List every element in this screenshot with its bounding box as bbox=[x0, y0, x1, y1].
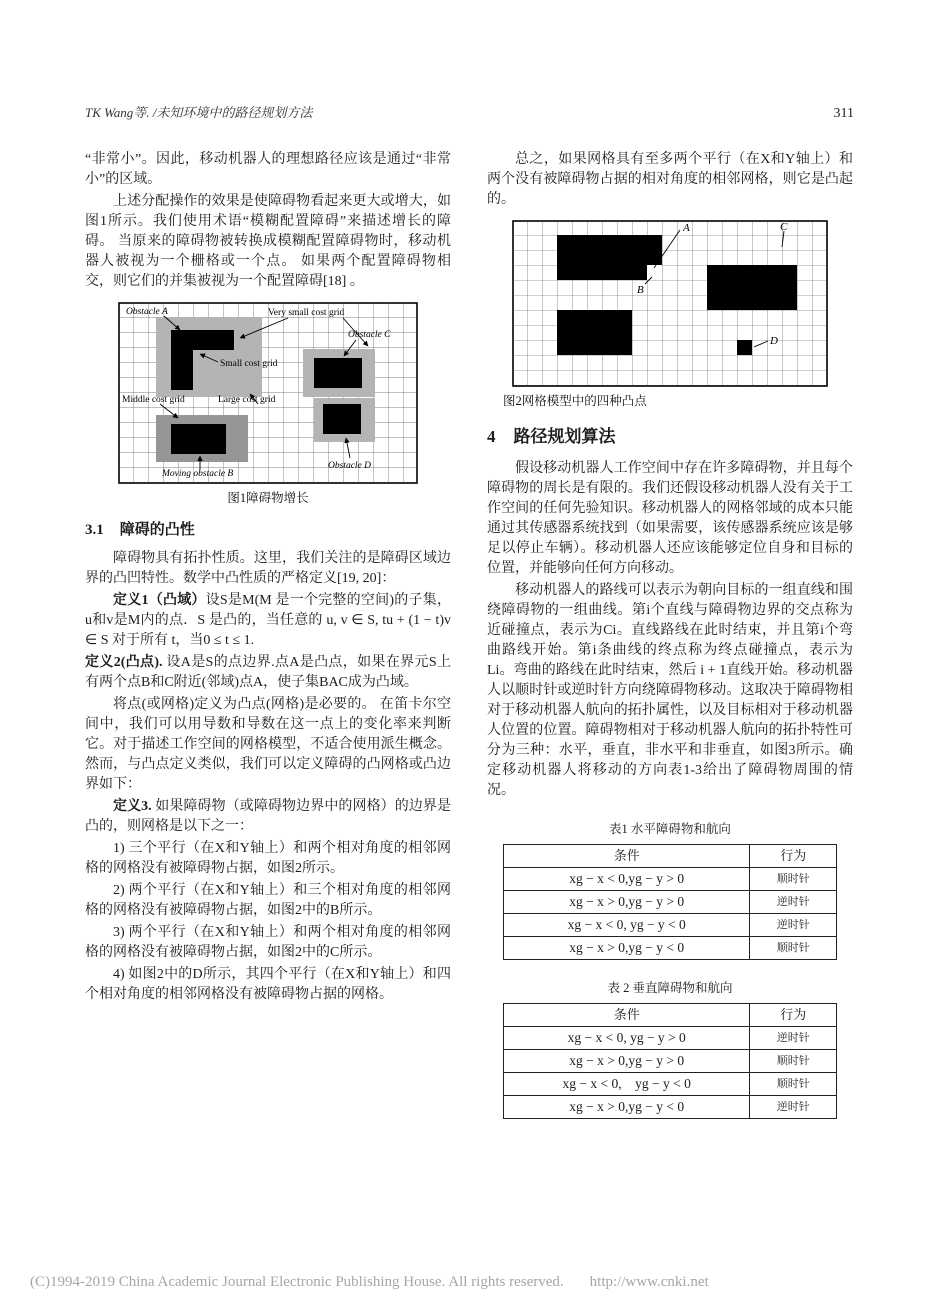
condition-cell: xg − x > 0,yg − y < 0 bbox=[504, 1096, 750, 1119]
definition-2-lead: 定义2(凸点). bbox=[85, 655, 163, 670]
page-header bbox=[85, 102, 854, 122]
figure2-obstacle-d bbox=[737, 340, 752, 355]
table-2 bbox=[503, 1003, 837, 1119]
table-row bbox=[504, 914, 837, 937]
figure2-obstacle-3 bbox=[557, 310, 632, 355]
table-row bbox=[504, 1050, 837, 1073]
behavior-cell: 逆时针 bbox=[750, 891, 837, 914]
behavior-cell: 顺时针 bbox=[750, 1050, 837, 1073]
definition-3 bbox=[85, 797, 451, 837]
condition-cell: xg − x < 0, yg − y > 0 bbox=[504, 1027, 750, 1050]
figure1-caption: 图1障碍物增长 bbox=[227, 491, 309, 505]
definition-1 bbox=[85, 591, 451, 651]
behavior-cell: 顺时针 bbox=[750, 937, 837, 960]
figure2-label-c: C bbox=[780, 221, 788, 233]
list-item-4: 4) 如图2中的D所示，其四个平行（在X和Y轴上）和四个相对角度的相邻网格没有被障碍物占据的网格。 bbox=[85, 967, 451, 1002]
table-1-header-row bbox=[504, 845, 837, 868]
figure2-obstacle-1 bbox=[557, 235, 662, 280]
table-2-title: 表 2 垂直障碍物和航向 bbox=[607, 981, 733, 995]
table-row bbox=[504, 891, 837, 914]
table-1 bbox=[503, 844, 837, 960]
figure1-label-obstacle-a: Obstacle A bbox=[126, 307, 168, 317]
figure2-graphic bbox=[512, 220, 828, 387]
figure2-label-a: A bbox=[683, 222, 690, 234]
figure2-label-d: D bbox=[770, 335, 778, 347]
table-2-header-condition: 条件 bbox=[504, 1004, 750, 1027]
table-1-header-condition: 条件 bbox=[504, 845, 750, 868]
figure2-label-b: B bbox=[637, 284, 644, 296]
two-column-body bbox=[85, 150, 854, 1129]
behavior-cell: 逆时针 bbox=[750, 1096, 837, 1119]
paragraph-grow: 上述分配操作的效果是使障碍物看起来更大或增大，如图1所示。我们使用术语“模糊配置障碍”来描述增长的障碍。 当原来的障碍物被转换成模糊配置障碍物时，移动机器人被视为一个栅格或一个点。 如果两个配置障碍物相交，则它们的并集被视为一个配置障碍[18] 。 bbox=[85, 194, 451, 289]
table-1-title: 表1 水平障碍物和航向 bbox=[609, 822, 731, 836]
definition-3-lead: 定义3. bbox=[113, 799, 152, 814]
footer-url: http://www.cnki.net bbox=[589, 1274, 709, 1290]
condition-cell: xg − x > 0,yg − y > 0 bbox=[504, 891, 750, 914]
figure1-label-very-small-cost-grid: Very small cost grid bbox=[268, 308, 345, 318]
behavior-cell: 顺时针 bbox=[750, 1073, 837, 1096]
condition-cell: xg − x < 0,yg − y > 0 bbox=[504, 868, 750, 891]
figure-1 bbox=[85, 302, 451, 508]
table-row bbox=[504, 937, 837, 960]
section-3-1-title: 障碍的凸性 bbox=[119, 522, 195, 538]
definition-3-text: 如果障碍物（或障碍物边界中的网格）的边界是凸的，则网格是以下之一： bbox=[85, 799, 452, 834]
condition-cell: xg − x > 0,yg − y < 0 bbox=[504, 937, 750, 960]
paragraph-topology: 障碍物具有拓扑性质。这里，我们关注的是障碍区域边界的凸凹特性。数学中凸性质的严格定义[19, 20]： bbox=[85, 551, 451, 586]
definition-2-text: 设A是S的点边界.点A是凸点，如果在界元S上有两个点B和C附近(邻域)点A，使子集BAC成为凸域。 bbox=[85, 655, 451, 690]
copyright-text: (C)1994-2019 China Academic Journal Electronic Publishing House. All rights reserved. bbox=[30, 1274, 564, 1290]
table-2-header-row bbox=[504, 1004, 837, 1027]
figure1-label-large-cost-grid: Large cost grid bbox=[218, 395, 276, 405]
left-column bbox=[85, 150, 451, 1129]
table-2-header-behavior: 行为 bbox=[750, 1004, 837, 1027]
figure1-label-small-cost-grid: Small cost grid bbox=[220, 359, 278, 369]
section-3-1-number: 3.1 bbox=[85, 522, 104, 538]
right-column bbox=[487, 150, 853, 1129]
condition-cell: xg − x < 0, yg − y < 0 bbox=[504, 1073, 750, 1096]
section-4-heading bbox=[487, 427, 853, 447]
figure1-graphic bbox=[118, 302, 418, 484]
definition-2 bbox=[85, 653, 451, 693]
table-1-header-behavior: 行为 bbox=[750, 845, 837, 868]
behavior-cell: 逆时针 bbox=[750, 1027, 837, 1050]
table-row bbox=[504, 1096, 837, 1119]
page-number: 311 bbox=[833, 106, 854, 121]
table-row bbox=[504, 1073, 837, 1096]
behavior-cell: 顺时针 bbox=[750, 868, 837, 891]
paragraph-route: 移动机器人的路线可以表示为朝向目标的一组直线和围绕障碍物的一组曲线。第i个直线与障碍物边界的交点称为近碰撞点，表示为Ci。直线路线在此时结束，并且第i个弯曲路线开始。第i条曲线的终点称为终点碰撞点，表示为Li。弯曲的路线在此时结束，然后 i + 1直线开始。移动机器人以顺时针或逆时针方向绕障碍物移动。这取决于障碍物相对于移动机器人航向的拓扑属性，以及目标相对于移动机器人位置的位置。障碍物相对于移动机器人航向的拓扑特性可分为三种：水平，垂直，非水平和非垂直，如图3所示。确定移动机器人将移动的方向表1-3给出了障碍物周围的情况。 bbox=[487, 583, 853, 798]
section-3-1-heading bbox=[85, 520, 451, 540]
figure1-label-middle-cost-grid: Middle cost grid bbox=[122, 395, 185, 405]
figure-2 bbox=[487, 220, 853, 411]
figure2-caption: 图2网格模型中的四种凸点 bbox=[503, 394, 647, 408]
table-2-block bbox=[503, 978, 837, 1119]
section-4-number: 4 bbox=[487, 427, 496, 446]
table-row bbox=[504, 868, 837, 891]
figure2-obstacle-2 bbox=[707, 265, 797, 310]
definition-1-lead: 定义1（凸域） bbox=[113, 593, 206, 608]
list-item-2: 2) 两个平行（在X和Y轴上）和三个相对角度的相邻网格的网格没有被障碍物占据，如图2中的B所示。 bbox=[85, 883, 451, 918]
condition-cell: xg − x > 0,yg − y > 0 bbox=[504, 1050, 750, 1073]
paragraph-summary: 总之，如果网格具有至多两个平行（在X和Y轴上）和两个没有被障碍物占据的相对角度的相邻网格，则它是凸起的。 bbox=[487, 152, 853, 207]
behavior-cell: 逆时针 bbox=[750, 914, 837, 937]
running-title: TK Wang等. /未知环境中的路径规划方法 bbox=[85, 105, 313, 120]
definition-1-text: 设S是M(M 是一个完整的空间)的子集，u和v是M内的点．S 是凸的，当任意的 u, v ∈ S, tu + (1 − t)v ∈ S 对于所有 t，当0 ≤ t ≤ 1. bbox=[85, 593, 451, 648]
condition-cell: xg − x < 0, yg − y < 0 bbox=[504, 914, 750, 937]
table-row bbox=[504, 1027, 837, 1050]
figure1-obstacle-c-shape bbox=[314, 358, 362, 388]
section-4-title: 路径规划算法 bbox=[513, 427, 616, 446]
paragraph-define: 将点(或网格)定义为凸点(网格)是必要的。 在笛卡尔空间中，我们可以用导数和导数在这一点上的变化率来判断它。对于描述工作空间的网格模型，不适合使用派生概念。然而，与凸点定义类似，我们可以定义障碍的凸网格或凸边界如下： bbox=[85, 697, 451, 792]
figure1-obstacle-d-shape bbox=[323, 404, 361, 434]
figure1-label-obstacle-c: Obstacle C bbox=[348, 330, 391, 340]
paragraph-carry: “非常小”。因此，移动机器人的理想路径应该是通过“非常小”的区域。 bbox=[85, 152, 451, 187]
figure1-label-moving-obstacle-b: Moving obstacle B bbox=[162, 469, 234, 479]
list-item-3: 3) 两个平行（在X和Y轴上）和两个相对角度的相邻网格的网格没有被障碍物占据，如图2中的C所示。 bbox=[85, 925, 451, 960]
page-footer bbox=[30, 1274, 896, 1291]
table-1-block bbox=[503, 819, 837, 960]
paragraph-assumptions: 假设移动机器人工作空间中存在许多障碍物，并且每个障碍物的周长是有限的。我们还假设移动机器人没有关于工作空间的任何先验知识。移动机器人的网格邻域的成本只能通过其传感器系统找到（如果需要，该传感器系统应该是够足以停止车辆）。移动机器人还应该能够定位自身和目标的位置，并能够向任何方向移动。 bbox=[487, 461, 853, 576]
figure1-label-obstacle-d: Obstacle D bbox=[328, 461, 372, 471]
figure1-obstacle-b-shape bbox=[171, 424, 226, 454]
list-item-1: 1) 三个平行（在X和Y轴上）和两个相对角度的相邻网格的网格没有被障碍物占据，如图2所示。 bbox=[85, 841, 451, 876]
